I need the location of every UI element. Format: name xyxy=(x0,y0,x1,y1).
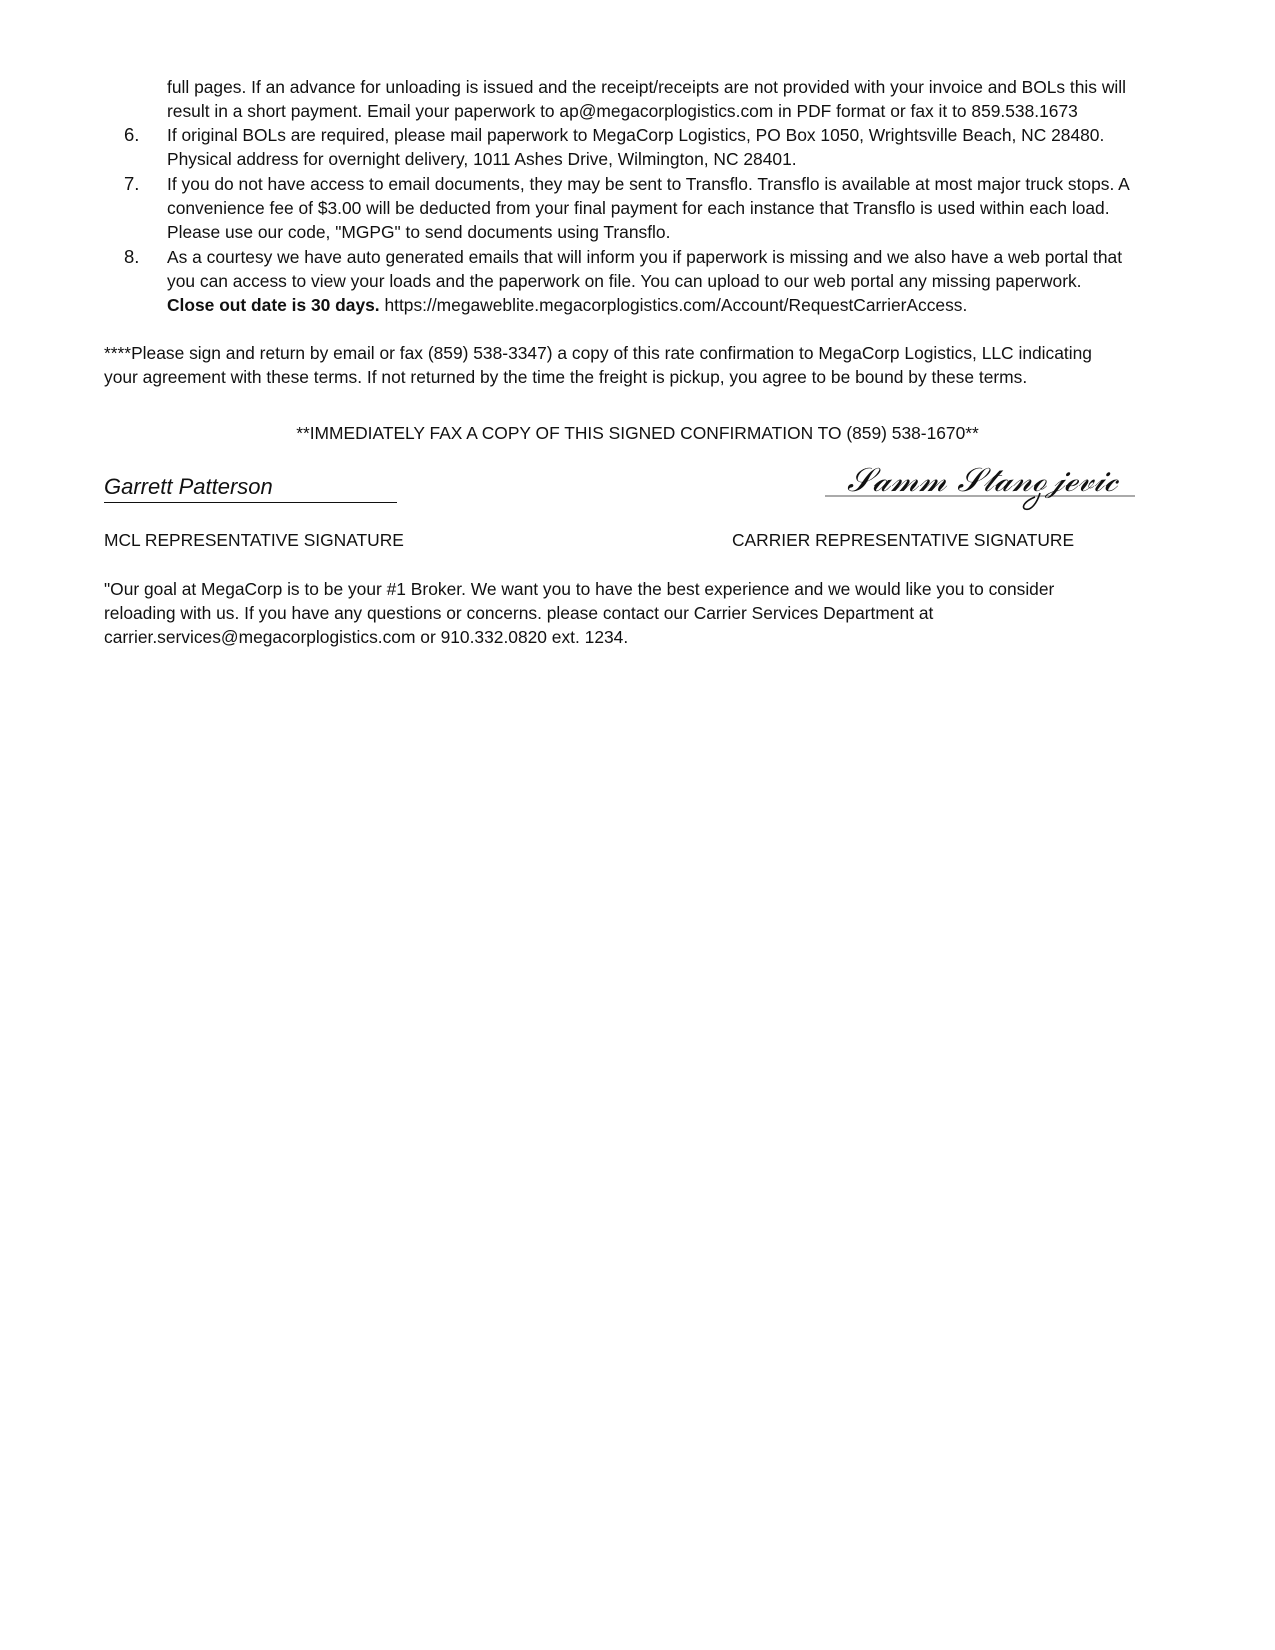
mcl-signature-label: MCL REPRESENTATIVE SIGNATURE xyxy=(104,530,404,550)
return-notice xyxy=(104,341,1184,389)
mcl-signature-name: Garrett Patterson xyxy=(104,474,273,499)
carrier-handwritten-signature xyxy=(825,455,1135,515)
list-item-line: Physical address for overnight delivery, 1011 Ashes Drive, Wilmington, NC 28401. xyxy=(167,149,797,169)
list-number: 6. xyxy=(124,124,140,145)
mcl-signature-line xyxy=(104,472,397,503)
signature-script: 𝒮𝒶𝓂𝓂 𝒮𝓉𝒶𝓃ℴ𝒿ℯ𝓋𝒾𝒸 xyxy=(847,460,1118,499)
list-item-line: Please use our code, "MGPG" to send documents using Transflo. xyxy=(167,222,671,242)
fax-notice: **IMMEDIATELY FAX A COPY OF THIS SIGNED CONFIRMATION TO (859) 538-1670** xyxy=(296,423,979,443)
list-item-text xyxy=(167,172,1217,244)
carrier-access-url: https://megaweblite.megacorplogistics.com/Account/RequestCarrierAccess. xyxy=(379,295,968,315)
list-item-line: you can access to view your loads and the paperwork on file. You can upload to our web portal any missing paperwork. xyxy=(167,271,1082,291)
signature-drawing xyxy=(825,455,1135,515)
item-5-continuation xyxy=(167,75,1217,123)
list-item-line: If you do not have access to email documents, they may be sent to Transflo. Transflo is available at most major truck stops. A xyxy=(167,174,1130,194)
return-notice-line: ****Please sign and return by email or fax (859) 538-3347) a copy of this rate confirmation to MegaCorp Logistics, LLC indicating xyxy=(104,343,1092,363)
return-notice-line: your agreement with these terms. If not returned by the time the freight is pickup, you agree to be bound by these terms. xyxy=(104,367,1028,387)
list-item-line: If original BOLs are required, please mail paperwork to MegaCorp Logistics, PO Box 1050, Wrightsville Beach, NC 28480. xyxy=(167,125,1105,145)
list-number: 7. xyxy=(124,173,140,194)
list-item-text xyxy=(167,245,1217,317)
continuation-line: result in a short payment. Email your paperwork to ap@megacorplogistics.com in PDF format or fax it to 859.538.1673 xyxy=(167,101,1078,121)
closing-paragraph xyxy=(104,577,1184,649)
closing-line: reloading with us. If you have any questions or concerns. please contact our Carrier Services Department at xyxy=(104,603,934,623)
list-number: 8. xyxy=(124,246,140,267)
list-item-text xyxy=(167,123,1217,171)
list-item-line: As a courtesy we have auto generated emails that will inform you if paperwork is missing and we also have a web portal that xyxy=(167,247,1123,267)
close-out-date-text: Close out date is 30 days. xyxy=(167,295,380,315)
closing-line: carrier.services@megacorplogistics.com or 910.332.0820 ext. 1234. xyxy=(104,627,629,647)
list-item-line: convenience fee of $3.00 will be deducted from your final payment for each instance that Transflo is used within each load. xyxy=(167,198,1110,218)
continuation-line: full pages. If an advance for unloading is issued and the receipt/receipts are not provided with your invoice and BOLs this will xyxy=(167,77,1126,97)
list-item-line xyxy=(167,293,1217,317)
closing-line: "Our goal at MegaCorp is to be your #1 Broker. We want you to have the best experience and we would like you to consider xyxy=(104,579,1055,599)
carrier-signature-label: CARRIER REPRESENTATIVE SIGNATURE xyxy=(732,530,1075,550)
